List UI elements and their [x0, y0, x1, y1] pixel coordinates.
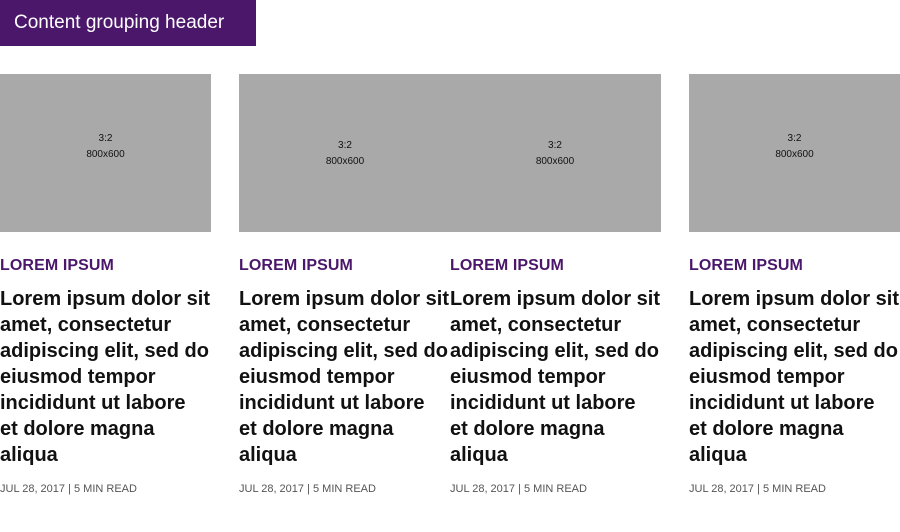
- image-size-label: 800x600: [86, 149, 125, 160]
- content-grouping-header: Content grouping header: [0, 0, 256, 46]
- card-meta: JUL 28, 2017 | 5 MIN READ: [689, 483, 826, 495]
- image-ratio-label: 3:2: [338, 140, 352, 151]
- card-headline[interactable]: Lorem ipsum dolor sit amet, consectetur adipiscing elit, sed do eiusmod tempor incididunt ut labore et dolore magna aliqua: [0, 288, 211, 466]
- image-size-label: 800x600: [535, 156, 575, 167]
- image-ratio-label: 3:2: [787, 133, 802, 144]
- card-headline[interactable]: Lorem ipsum dolor sit amet, consectetur adipiscing elit, sed do eiusmod tempor incididunt ut labore et dolore magna aliqua: [450, 288, 661, 466]
- content-card[interactable]: [0, 74, 212, 497]
- card-image-placeholder[interactable]: [689, 74, 900, 232]
- card-headline[interactable]: Lorem ipsum dolor sit amet, consectetur adipiscing elit, sed do eiusmod tempor incididunt ut labore et dolore magna aliqua: [239, 288, 450, 466]
- content-card[interactable]: [450, 232, 662, 497]
- card-meta: JUL 28, 2017 | 5 MIN READ: [450, 483, 587, 495]
- content-card[interactable]: [689, 74, 900, 497]
- card-meta: JUL 28, 2017 | 5 MIN READ: [239, 483, 376, 495]
- card-image-placeholder-wide[interactable]: [239, 74, 661, 232]
- card-category[interactable]: LOREM IPSUM: [239, 257, 353, 274]
- image-label-left: [315, 138, 375, 170]
- card-category[interactable]: LOREM IPSUM: [689, 257, 803, 274]
- card-headline[interactable]: Lorem ipsum dolor sit amet, consectetur adipiscing elit, sed do eiusmod tempor incididunt ut labore et dolore magna aliqua: [689, 288, 900, 466]
- image-ratio-label: 3:2: [548, 140, 562, 151]
- card-image-placeholder[interactable]: [0, 74, 211, 232]
- content-card[interactable]: [239, 232, 451, 497]
- card-category[interactable]: LOREM IPSUM: [450, 257, 564, 274]
- image-size-label: 800x600: [325, 156, 365, 167]
- image-ratio-label: 3:2: [98, 133, 113, 144]
- image-label-right: [525, 138, 585, 170]
- image-size-label: 800x600: [775, 149, 814, 160]
- card-meta: JUL 28, 2017 | 5 MIN READ: [0, 483, 137, 495]
- card-category[interactable]: LOREM IPSUM: [0, 257, 114, 274]
